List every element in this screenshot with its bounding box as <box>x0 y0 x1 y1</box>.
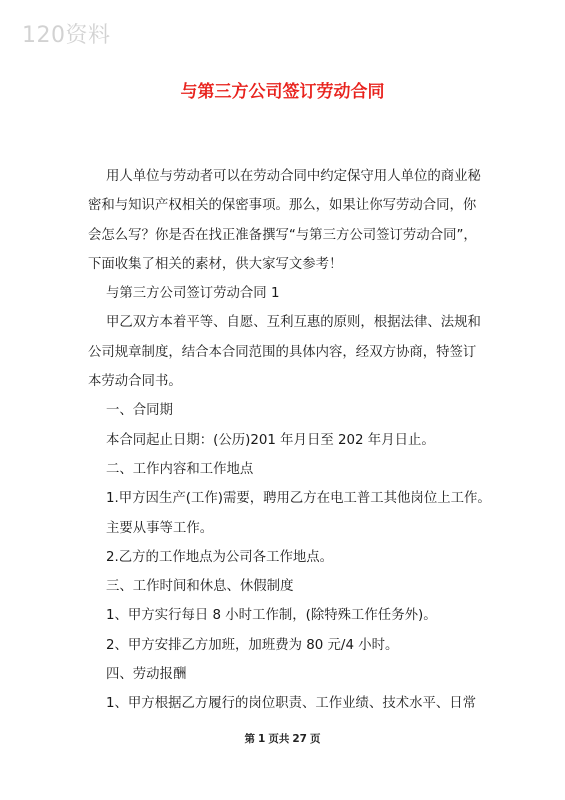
paragraph-line: 公司规章制度，结合本合同范围的具体内容，经双方协商，特签订 <box>88 344 477 360</box>
paragraph-line: 会怎么写？你是否在找正准备撰写“与第三方公司签订劳动合同”， <box>88 227 477 243</box>
paragraph-line: 1、甲方实行每日 8 小时工作制，(除特殊工作任务外)。 <box>106 608 437 624</box>
document-body <box>88 162 491 719</box>
paragraph-line: 2.乙方的工作地点为公司各工作地点。 <box>106 549 334 565</box>
paragraph-line: 用人单位与劳动者可以在劳动合同中约定保守用人单位的商业秘 <box>106 169 481 184</box>
clause-heading: 二、工作内容和工作地点 <box>106 461 254 477</box>
page-number: 1 <box>258 733 266 745</box>
paragraph-line: 2、甲方安排乙方加班，加班费为 80 元/4 小时。 <box>106 637 399 653</box>
paragraph-line: 甲乙双方本着平等、自愿、互利互惠的原则，根据法律、法规和 <box>106 315 481 331</box>
paragraph-line: 下面收集了相关的素材，供大家写文参考！ <box>88 256 343 272</box>
footer-suffix: 页 <box>309 733 321 745</box>
section-heading: 与第三方公司签订劳动合同 1 <box>106 286 280 302</box>
watermark: 120资料 <box>22 23 111 48</box>
document-title: 与第三方公司签订劳动合同 <box>180 82 385 102</box>
page-footer <box>0 731 565 746</box>
paragraph-line: 主要从事等工作。 <box>106 520 214 536</box>
clause-heading: 三、工作时间和休息、休假制度 <box>106 579 294 595</box>
paragraph-line: 1、甲方根据乙方履行的岗位职责、工作业绩、技术水平、日常 <box>106 696 477 712</box>
footer-middle: 页共 <box>268 733 290 745</box>
paragraph-line: 密和与知识产权相关的保密事项。那么，如果让你写劳动合同，你 <box>88 198 477 214</box>
paragraph-line: 本劳动合同书。 <box>88 374 182 390</box>
total-pages: 27 <box>292 733 307 745</box>
paragraph-line: 1.甲方因生产(工作)需要，聘用乙方在电工普工其他岗位上工作。 <box>106 491 491 507</box>
footer-prefix: 第 <box>244 733 256 745</box>
paragraph-line: 本合同起止日期：(公历)201 年月日至 202 年月日止。 <box>106 432 435 448</box>
clause-heading: 一、合同期 <box>106 403 173 419</box>
clause-heading: 四、劳动报酬 <box>106 667 187 683</box>
